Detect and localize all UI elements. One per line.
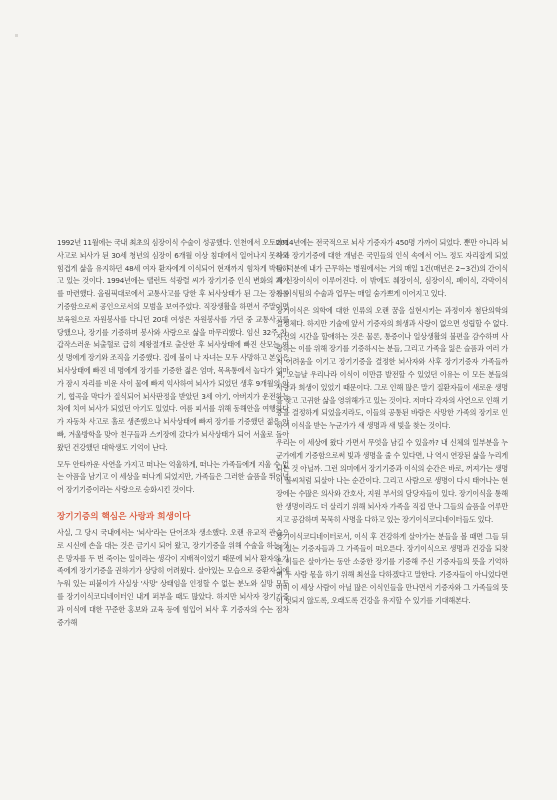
body-paragraph: 사실, 그 당시 국내에서는 '뇌사'라는 단어조차 생소했다. 오랜 유교적 관습으로 시신에 손을 대는 것은 금기시 되어 왔고, 장기기증을 위해 수술을 하는 것은 망자를 두 번 죽이는 일이라는 생각이 지배적이었기 때문에 뇌사 환자의 가족에게 장기기증을 권하기가 상당히 어려웠다. 살아있는 모습으로 중환자실에 누워 있는 피붙이가 사실상 '사망' 상태임을 인정할 수 없는 분노와 실망 모두를 장기이식코디네이터인 내게 퍼부을 때도 많았다. 하지만 뇌사자 장기기증과 이식에 대한 꾸준한 홍보와 교육 등에 힘입어 뇌사 후 기증자의 수는 점차 증가해 [57, 527, 289, 627]
section-heading: 장기기증의 핵심은 사랑과 희생이다 [57, 511, 191, 522]
right-column [276, 237, 508, 611]
body-paragraph: 2014년에는 전국적으로 뇌사 기증자가 450명 가까이 되었다. 뿐만 아니라 뇌사와 장기기증에 대한 개념은 국민들의 인식 속에서 어느 정도 자리잡게 되었다. 덕분에 내가 근무하는 병원에서는 거의 매일 1건(매년은 2~3건)의 간이식과 신장이식이 이루어진다. 이 밖에도 췌장이식, 심장이식, 폐이식, 각막이식 등 이식팀의 수술과 업무는 매일 숨가쁘게 이어지고 있다. [276, 238, 508, 299]
body-paragraph: 우리는 이 세상에 왔다 가면서 무엇을 남길 수 있을까? 내 신체의 일부분을 누군가에게 기증함으로써 빛과 생명을 줄 수 있다면, 나 역시 연장된 삶을 누리게 되는 것 아닐까. 그런 의미에서 장기기증과 이식의 순간은 바로, 꺼져가는 생명이 불씨처럼 되살아 나는 순간이다. 그리고 사람으로 생명이 다시 태어나는 현장에는 수많은 의사와 간호사, 지원 부서의 담당자들이 있다. 장기이식을 통해 한 생명이라도 더 살리기 위해 뇌사자 가족을 직접 만나 그들의 슬픔을 어루만지고 공감하며 묵묵히 사명을 다하고 있는 장기이식코디네이터들도 있다. [276, 437, 508, 524]
body-paragraph: 1992년 11월에는 국내 최초의 심장이식 수술이 성공했다. 인천에서 오토바이 사고로 뇌사가 된 30세 청년의 심장이 6개월 이상 침대에서 일어나지 못하고 힘겹게 삶을 유지하던 48세 여자 환자에게 이식되어 현재까지 힘차게 박동하고 있는 것이다. 1994년에는 탤런트 석광렬 씨가 장기기증 인식 변화의 계기를 마련했다. 올림픽대로에서 교통사고를 당한 후 뇌사상태가 된 그는 장기를 기증함으로써 공인으로서의 모범을 보여주었다. 직장생활을 하면서 주말이면 보육원으로 자원봉사를 다니던 20대 여성은 자원봉사를 가던 중 교통사고를 당했으나, 장기를 기증하며 봉사와 사랑으로 삶을 마무리했다. 임신 32주 차, 갑작스러운 뇌출혈로 급히 제왕절개로 출산한 후 뇌사상태에 빠진 산모는 여섯 명에게 장기와 조직을 기증했다. 집에 불이 나 자녀는 모두 사망하고 본인은 뇌사상태에 빠진 네 명에게 장기를 기증한 젊은 엄마, 목욕통에서 놀다가 엄마가 잠시 자리를 비운 사이 물에 빠져 익사하여 뇌사가 되었던 생후 9개월의 아기, 협곡을 막다가 질식되어 뇌사판정을 받았던 3세 아기, 아버지가 운전하는 차에 치여 뇌사가 되었던 아기도 있었다. 여름 피서를 위해 동해안을 여행하다가 자동차 사고로 홀로 생존했으나 뇌사상태에 빠져 장기를 기증했던 젊은 아빠, 겨울방학을 맞아 친구들과 스키장에 갔다가 뇌사상태가 되어 서울로 돌아왔던 건강했던 대학생도 기억이 난다. [57, 238, 289, 452]
body-paragraph: 장기이식코디네이터로서, 이식 후 건강하게 살아가는 분들을 볼 때면 그들 뒤에 있는 기증자들과 그 가족들이 떠오른다. 장기이식으로 생명과 건강을 되찾은 이들은 살아가는 동안 소중한 장기를 기증해 주신 기증자들의 뜻을 기억하며 두 사람 몫을 하기 위해 최선을 다하겠다고 말한다. 기증자들이 아니었다면 이미 이 세상 사람이 아닐 많은 이식인들을 만나면서 기증자와 그 가족들의 뜻이 헛되지 않도록, 오래도록 건강을 유지할 수 있기를 기대해본다. [276, 531, 508, 605]
left-column [57, 237, 289, 633]
body-paragraph: 모두 안타까운 사연을 가지고 떠나는 억울하게, 떠나는 가족들에게 지울 수 없는 아픔을 남기고 이 세상을 떠나게 되었지만, 가족들은 그러한 슬픔을 뛰어넘어 장기기증이라는 사랑으로 승화시킨 것이다. [57, 459, 289, 495]
corner-mark [15, 34, 18, 37]
body-paragraph: 장기이식은 의학에 대한 인류의 오랜 꿈을 실현시키는 과정이자 첨단의학의 결정체다. 하지만 기술에 앞서 기증자의 희생과 사랑이 없으면 성립할 수 없다. 자신의 시간을 할애하는 것은 물론, 통증이나 일상생활의 불편을 감수하며 사랑하는 이를 위해 장기를 기증하시는 분들, 그리고 가족을 잃은 슬픔과 여러 가지 어려움을 이기고 장기기증을 결정한 뇌사자와 사후 장기기증자 가족들까지, 오늘날 우리나라 이식이 이만큼 발전할 수 있었던 이유는 이 모든 분들의 사랑과 희생이 있었기 때문이다. 그로 인해 많은 말기 질환자들이 새로운 생명을 찾고 고귀한 삶을 영위해가고 있는 것이다. 저마다 각자의 사연으로 인해 기증을 결정하게 되었을지라도, 이들의 공통된 바람은 사망한 가족의 장기로 인하여 이식을 받는 누군가가 새 생명과 새 빛을 찾는 것이다. [276, 305, 508, 431]
